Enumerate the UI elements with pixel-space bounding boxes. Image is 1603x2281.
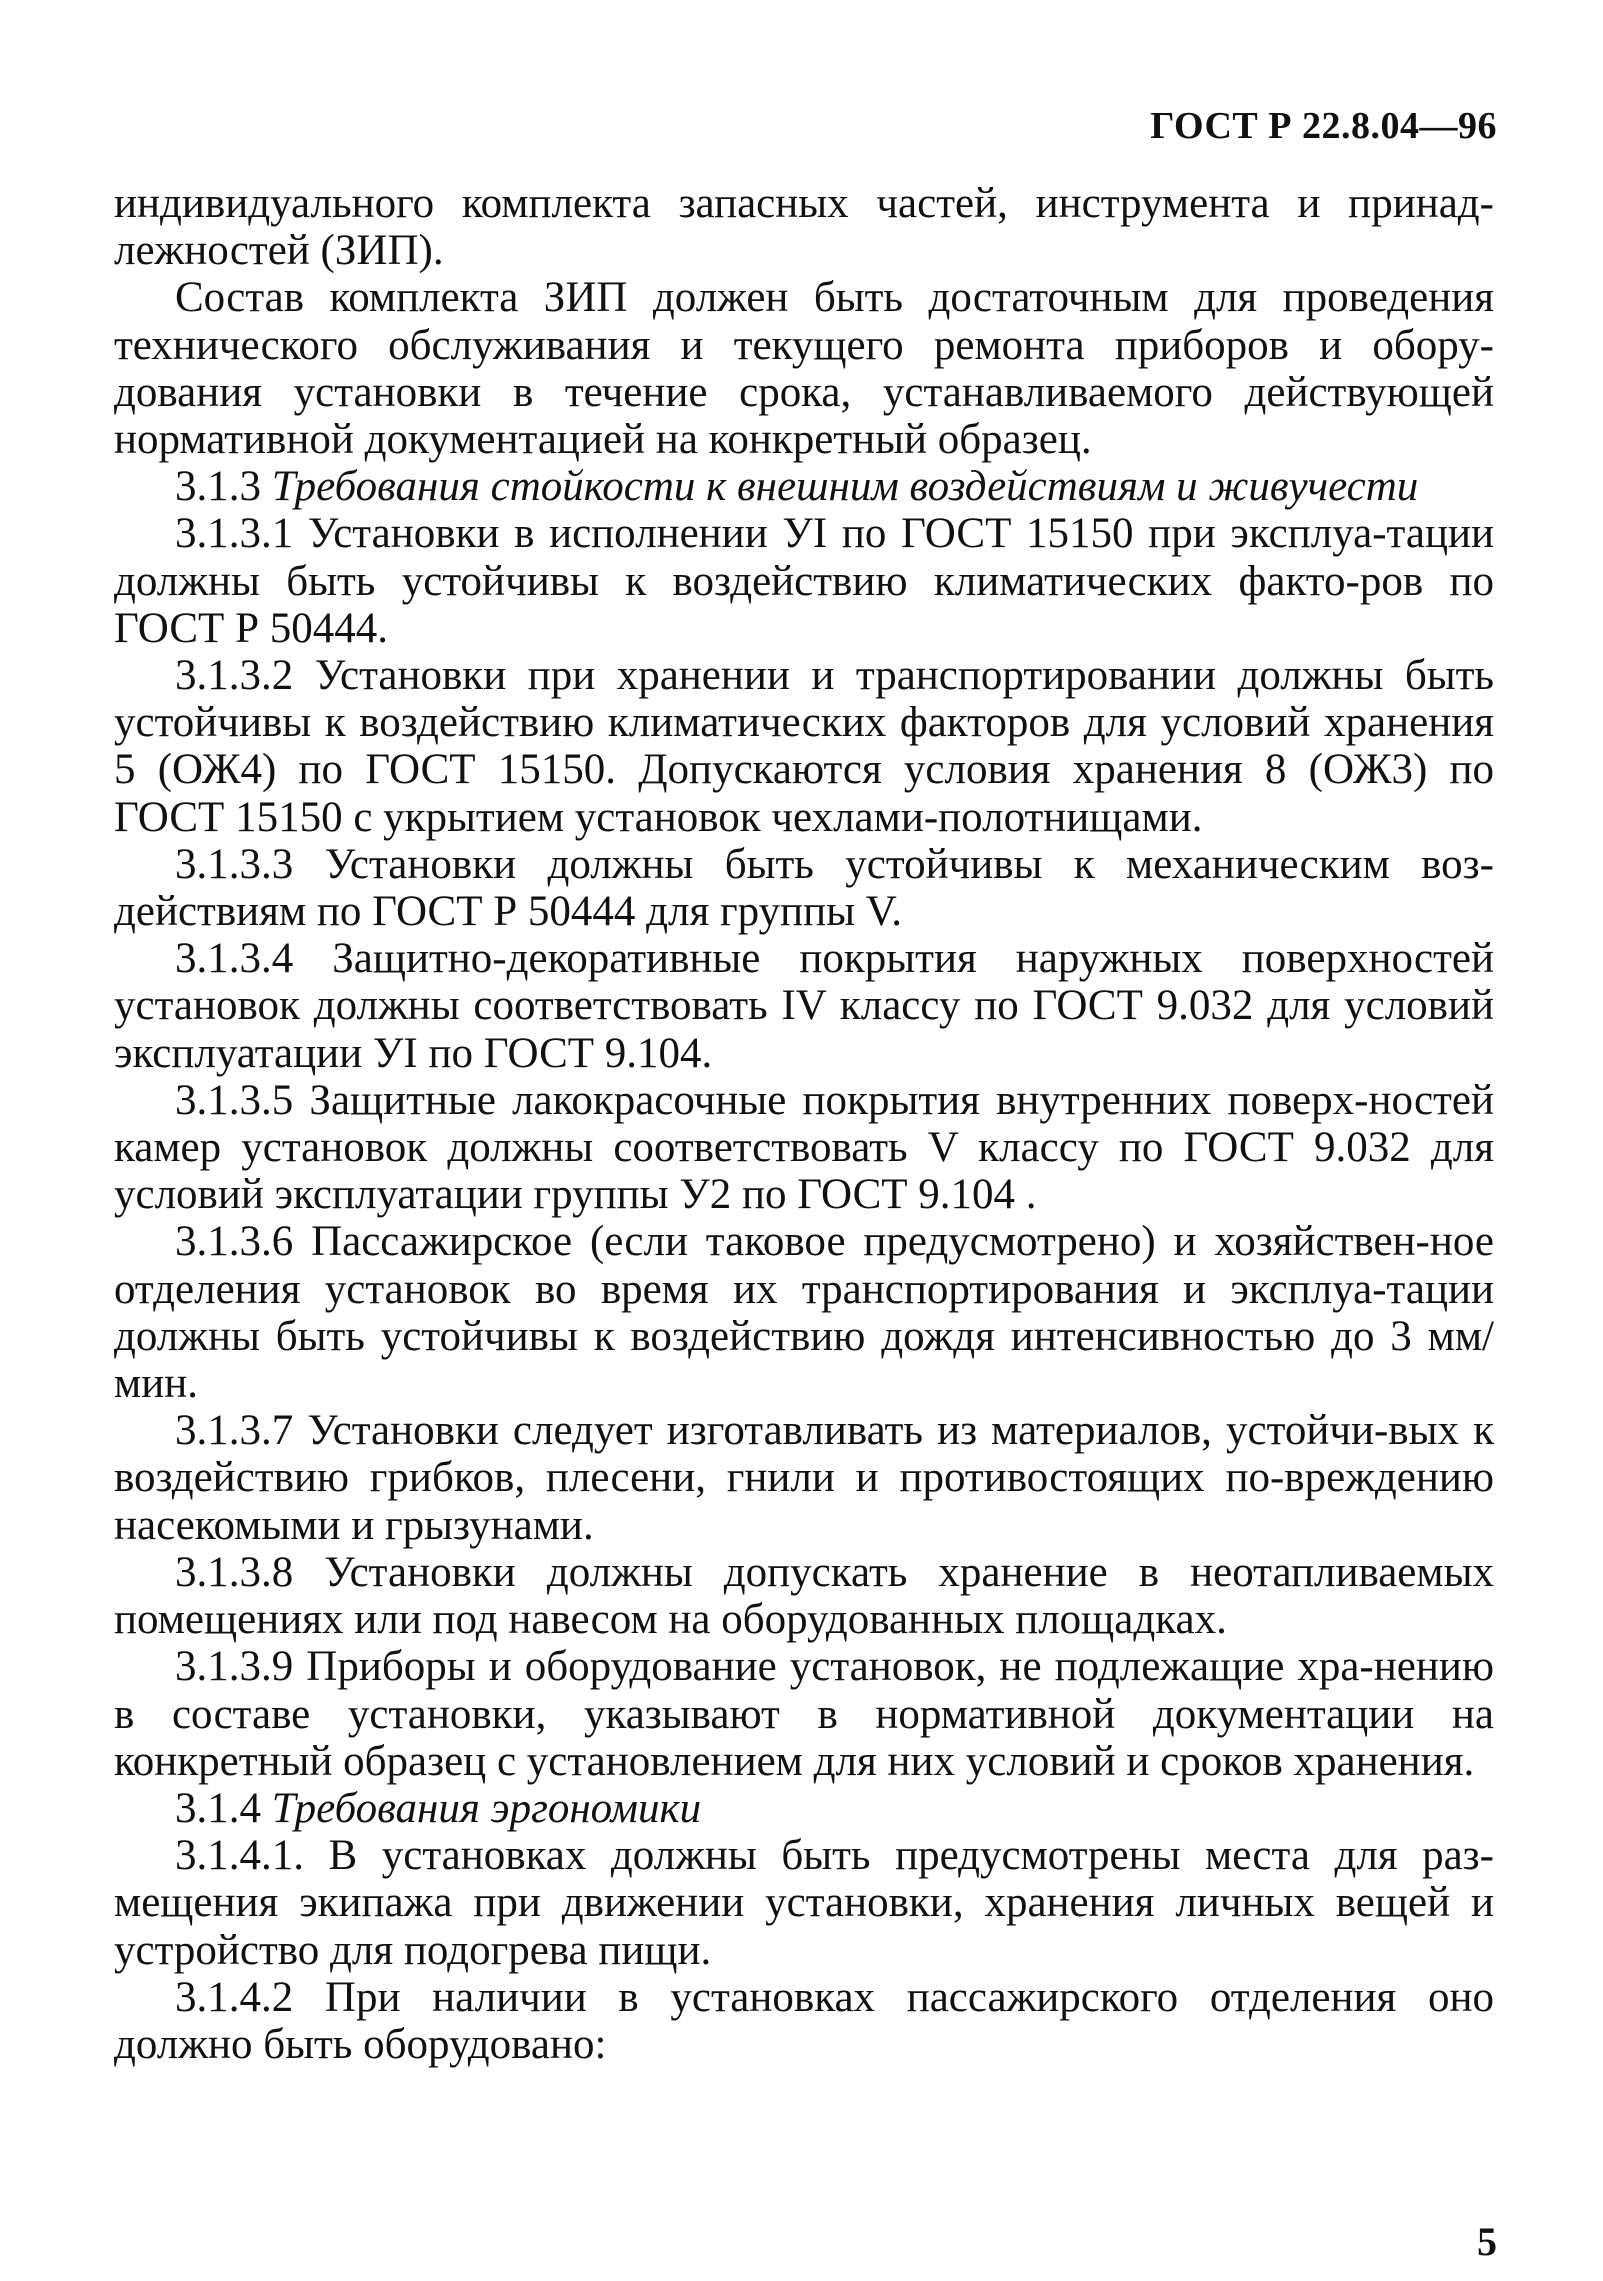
- page-number: 5: [1477, 2219, 1497, 2264]
- clause-3-1-4-1: 3.1.4.1. В установках должны быть предусмотрены места для раз-мещения экипажа при движении установки, хранения личных вещей и устройство для подогрева пищи.: [114, 1832, 1494, 1974]
- section-title: Требования эргономики: [271, 1784, 702, 1832]
- clause-3-1-3-5: 3.1.3.5 Защитные лакокрасочные покрытия внутренних поверх-ностей камер установок должны соответствовать V классу по ГОСТ 9.032 для условий эксплуатации группы У2 по ГОСТ 9.104 .: [114, 1076, 1494, 1219]
- document-body: [114, 180, 1494, 2068]
- clause-3-1-3-7: 3.1.3.7 Установки следует изготавливать из материалов, устойчи-вых к воздействию грибков, плесени, гнили и противостоящих по-вреждению насекомыми и грызунами.: [114, 1407, 1494, 1549]
- clause-3-1-3-8: 3.1.3.8 Установки должны допускать хранение в неотапливаемых помещениях или под навесом на оборудованных площадках.: [114, 1548, 1494, 1644]
- clause-3-1-3-9: 3.1.3.9 Приборы и оборудование установок, не подлежащие хра-нению в составе установки, указывают в нормативной документации на конкретный образец с установлением для них условий и сроков хранения.: [114, 1643, 1494, 1785]
- clause-3-1-3-3: 3.1.3.3 Установки должны быть устойчивы к механическим воз-действиям по ГОСТ Р 50444 для группы V.: [114, 840, 1494, 936]
- paragraph-zip-composition: Состав комплекта ЗИП должен быть достаточным для проведения технического обслуживания и текущего ремонта приборов и обору-дования установки в течение срока, устанавливаемого действующей нормативной документацией на конкретный образец.: [114, 274, 1494, 464]
- clause-3-1-3-2: 3.1.3.2 Установки при хранении и транспортировании должны быть устойчивы к воздействию климатических факторов для условий хранения 5 (ОЖ4) по ГОСТ 15150. Допускаются условия хранения 8 (ОЖ3) по ГОСТ 15150 с укрытием установок чехлами-полотнищами.: [114, 652, 1494, 841]
- paragraph-continuation: индивидуального комплекта запасных частей, инструмента и принад-лежностей (ЗИП).: [114, 180, 1494, 275]
- section-heading-3-1-4: [114, 1785, 1494, 1832]
- section-title: Требования стойкости к внешним воздействиям и живучести: [271, 463, 1419, 511]
- clause-3-1-4-2: 3.1.4.2 При наличии в установках пассажирского отделения оно должно быть оборудовано:: [114, 1973, 1494, 2068]
- section-number: 3.1.3: [175, 463, 261, 511]
- clause-3-1-3-4: 3.1.3.4 Защитно-декоративные покрытия наружных поверхностей установок должны соответствовать IV классу по ГОСТ 9.032 для условий эксплуатации УI по ГОСТ 9.104.: [114, 935, 1494, 1077]
- document-code-header: ГОСТ Р 22.8.04—96: [1150, 105, 1497, 147]
- section-number: 3.1.4: [175, 1784, 261, 1832]
- clause-3-1-3-1: 3.1.3.1 Установки в исполнении УI по ГОСТ 15150 при эксплуа-тации должны быть устойчивы к воздействию климатических факто-ров по ГОСТ Р 50444.: [114, 510, 1494, 652]
- section-heading-3-1-3: [114, 463, 1494, 510]
- clause-3-1-3-6: 3.1.3.6 Пассажирское (если таковое предусмотрено) и хозяйствен-ное отделения установок во время их транспортирования и эксплуа-тации должны быть устойчивы к воздействию дождя интенсивностью до 3 мм/мин.: [114, 1218, 1494, 1408]
